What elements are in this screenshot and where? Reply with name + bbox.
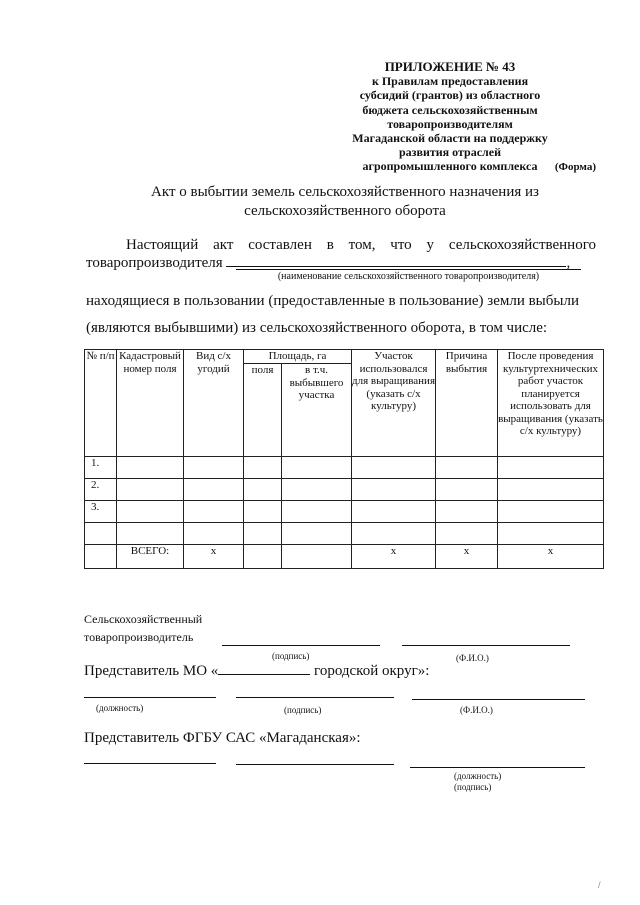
table-cell[interactable]	[244, 457, 282, 479]
mo-fio-line[interactable]	[412, 699, 585, 700]
mo-suffix: городской округ»:	[314, 663, 430, 679]
appendix-line: товаропроизводителям	[387, 116, 513, 131]
header-plot-used: Участок использовался для выращивания (указать с/х культуру)	[352, 350, 436, 457]
intro-line-3: находящиеся в пользовании (предоставленные в пользование) земли выбыли	[86, 293, 579, 309]
table-cell[interactable]	[436, 479, 498, 501]
mo-signature-caption: (подпись)	[284, 705, 322, 715]
appendix-title: ПРИЛОЖЕНИЕ № 43	[384, 59, 516, 74]
row-number: 2.	[85, 479, 117, 501]
row-number	[85, 523, 117, 545]
table-row	[85, 501, 604, 523]
intro-line-1: Настоящий акт составлен в том, что у сельскохозяйственного	[126, 237, 596, 253]
table-cell[interactable]	[244, 479, 282, 501]
mo-signature-line[interactable]	[236, 697, 394, 698]
retired-land-table	[84, 349, 604, 569]
table-cell[interactable]	[436, 523, 498, 545]
producer-prefix: товаропроизводителя	[86, 255, 223, 271]
table-cell[interactable]	[498, 501, 604, 523]
table-cell[interactable]	[184, 501, 244, 523]
table-cell[interactable]	[184, 479, 244, 501]
table-cell[interactable]	[282, 457, 352, 479]
table-cell[interactable]	[117, 501, 184, 523]
table-cell[interactable]	[282, 501, 352, 523]
mo-prefix: Представитель МО «	[84, 663, 219, 679]
fgbu-signature-caption: (подпись)	[454, 782, 492, 792]
table-cell[interactable]	[244, 501, 282, 523]
header-area-field: поля	[244, 364, 282, 457]
appendix-line: субсидий (грантов) из областного	[359, 88, 541, 103]
fgbu-line-3[interactable]	[410, 767, 585, 768]
fgbu-line-1[interactable]	[84, 763, 216, 764]
page-mark: /	[598, 880, 601, 890]
table-row	[85, 479, 604, 501]
table-cell[interactable]	[184, 457, 244, 479]
table-cell	[85, 545, 117, 569]
appendix-line: развития отраслей	[398, 145, 502, 160]
producer-name-field[interactable]	[226, 253, 566, 267]
table-cell[interactable]	[282, 523, 352, 545]
row-number: 1.	[85, 457, 117, 479]
total-label: ВСЕГО:	[117, 545, 184, 569]
total-area-field[interactable]	[244, 545, 282, 569]
producer-caption: (наименование сельскохозяйственного товаропроизводителя)	[236, 269, 581, 282]
total-plot-used: х	[352, 545, 436, 569]
appendix-line: Магаданской области на поддержку	[352, 131, 548, 146]
producer-fio-caption: (Ф.И.О.)	[456, 653, 489, 663]
total-row	[85, 545, 604, 569]
table-row	[85, 523, 604, 545]
appendix-line: агропромышленного комплекса	[362, 159, 538, 174]
producer-label-2: товаропроизводитель	[84, 630, 194, 644]
table-row	[85, 457, 604, 479]
header-land-type: Вид с/х угодий	[184, 350, 244, 457]
table-cell[interactable]	[498, 457, 604, 479]
fgbu-line-2[interactable]	[236, 764, 394, 765]
total-reason: х	[436, 545, 498, 569]
header-cadastral: Кадастровый номер поля	[117, 350, 184, 457]
mo-position-caption: (должность)	[96, 703, 144, 713]
title-line-2: сельскохозяйственного оборота	[244, 203, 446, 219]
intro-line-4: (являются выбывшими) из сельскохозяйственного оборота, в том числе:	[86, 320, 548, 336]
header-num: № п/п	[85, 350, 117, 457]
total-after: х	[498, 545, 604, 569]
fgbu-position-caption: (должность)	[454, 771, 502, 781]
table-cell[interactable]	[436, 501, 498, 523]
table-cell[interactable]	[498, 523, 604, 545]
producer-label-1: Сельскохозяйственный	[84, 612, 203, 626]
table-cell[interactable]	[352, 523, 436, 545]
table-cell[interactable]	[282, 479, 352, 501]
table-cell[interactable]	[498, 479, 604, 501]
mo-name-field[interactable]	[218, 662, 310, 675]
appendix-header	[320, 60, 580, 174]
producer-signature-caption: (подпись)	[272, 651, 310, 661]
table-cell[interactable]	[117, 523, 184, 545]
form-label: (Форма)	[554, 161, 596, 173]
title-line-1: Акт о выбытии земель сельскохозяйственного назначения из	[151, 184, 539, 200]
document-title	[110, 183, 580, 221]
appendix-line: бюджета сельскохозяйственным	[362, 102, 538, 117]
header-area: Площадь, га	[244, 350, 352, 364]
producer-suffix: ,	[566, 255, 571, 271]
header-area-retired: в т.ч. выбывшего участка	[282, 364, 352, 457]
header-after: После проведения культуртехнических работ участок планируется использовать для выращивания (указать с/х культуру)	[498, 350, 604, 457]
table-cell[interactable]	[117, 479, 184, 501]
mo-representative	[84, 662, 429, 680]
header-reason: Причина выбытия	[436, 350, 498, 457]
appendix-line: к Правилам предоставления	[371, 74, 529, 89]
row-number: 3.	[85, 501, 117, 523]
mo-fio-caption: (Ф.И.О.)	[460, 705, 493, 715]
total-land-type: х	[184, 545, 244, 569]
table-cell[interactable]	[352, 457, 436, 479]
table-cell[interactable]	[184, 523, 244, 545]
table-cell[interactable]	[436, 457, 498, 479]
mo-position-line[interactable]	[84, 697, 216, 698]
producer-signature-line[interactable]	[222, 645, 380, 646]
total-area-retired[interactable]	[282, 545, 352, 569]
table-cell[interactable]	[352, 501, 436, 523]
producer-fio-line[interactable]	[402, 645, 570, 646]
table-cell[interactable]	[244, 523, 282, 545]
table-cell[interactable]	[117, 457, 184, 479]
table-cell[interactable]	[352, 479, 436, 501]
fgbu-representative: Представитель ФГБУ САС «Магаданская»:	[84, 730, 361, 746]
